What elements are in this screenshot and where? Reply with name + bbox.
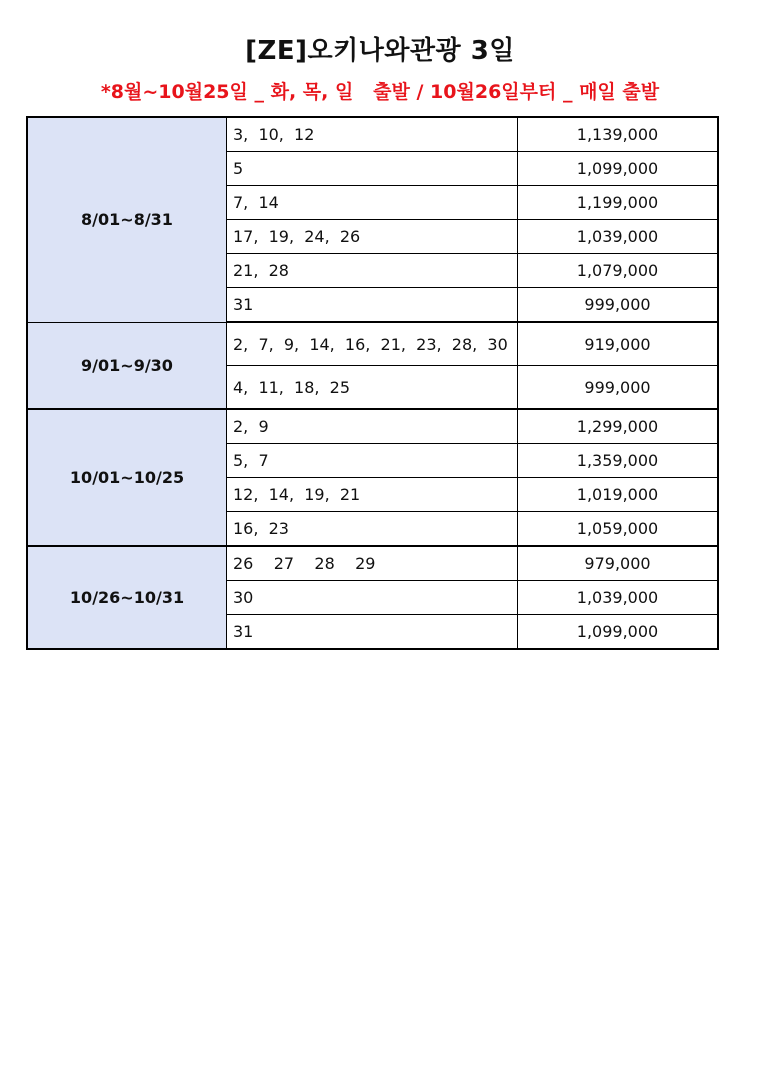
dates-cell: 2, 7, 9, 14, 16, 21, 23, 28, 30 bbox=[227, 322, 518, 366]
period-cell: 8/01~8/31 bbox=[27, 117, 227, 322]
dates-cell: 17, 19, 24, 26 bbox=[227, 220, 518, 254]
price-cell: 1,079,000 bbox=[518, 254, 719, 288]
price-cell: 1,019,000 bbox=[518, 478, 719, 512]
period-cell: 10/26~10/31 bbox=[27, 546, 227, 649]
price-cell: 979,000 bbox=[518, 546, 719, 581]
dates-cell: 12, 14, 19, 21 bbox=[227, 478, 518, 512]
price-cell: 999,000 bbox=[518, 366, 719, 410]
price-cell: 1,139,000 bbox=[518, 117, 719, 152]
price-cell: 1,199,000 bbox=[518, 186, 719, 220]
page-title: [ZE]오키나와관광 3일 bbox=[245, 36, 515, 66]
dates-cell: 21, 28 bbox=[227, 254, 518, 288]
table-row bbox=[27, 117, 718, 152]
price-cell: 1,359,000 bbox=[518, 444, 719, 478]
period-cell: 10/01~10/25 bbox=[27, 409, 227, 546]
period-cell: 9/01~9/30 bbox=[27, 322, 227, 409]
price-cell: 1,039,000 bbox=[518, 220, 719, 254]
price-cell: 1,099,000 bbox=[518, 615, 719, 650]
dates-cell: 31 bbox=[227, 615, 518, 650]
price-cell: 999,000 bbox=[518, 288, 719, 323]
dates-cell: 4, 11, 18, 25 bbox=[227, 366, 518, 410]
price-cell: 919,000 bbox=[518, 322, 719, 366]
price-cell: 1,039,000 bbox=[518, 581, 719, 615]
table-row bbox=[27, 546, 718, 581]
dates-cell: 2, 9 bbox=[227, 409, 518, 444]
dates-cell: 5 bbox=[227, 152, 518, 186]
dates-cell: 5, 7 bbox=[227, 444, 518, 478]
dates-cell: 3, 10, 12 bbox=[227, 117, 518, 152]
table-row bbox=[27, 322, 718, 366]
dates-cell: 7, 14 bbox=[227, 186, 518, 220]
departure-notice: *8월~10월25일 _ 화, 목, 일 출발 / 10월26일부터 _ 매일 출발 bbox=[100, 81, 660, 103]
dates-cell: 26 27 28 29 bbox=[227, 546, 518, 581]
price-cell: 1,059,000 bbox=[518, 512, 719, 547]
price-cell: 1,099,000 bbox=[518, 152, 719, 186]
dates-cell: 30 bbox=[227, 581, 518, 615]
dates-cell: 16, 23 bbox=[227, 512, 518, 547]
price-cell: 1,299,000 bbox=[518, 409, 719, 444]
price-table bbox=[26, 116, 719, 650]
dates-cell: 31 bbox=[227, 288, 518, 323]
table-row bbox=[27, 409, 718, 444]
